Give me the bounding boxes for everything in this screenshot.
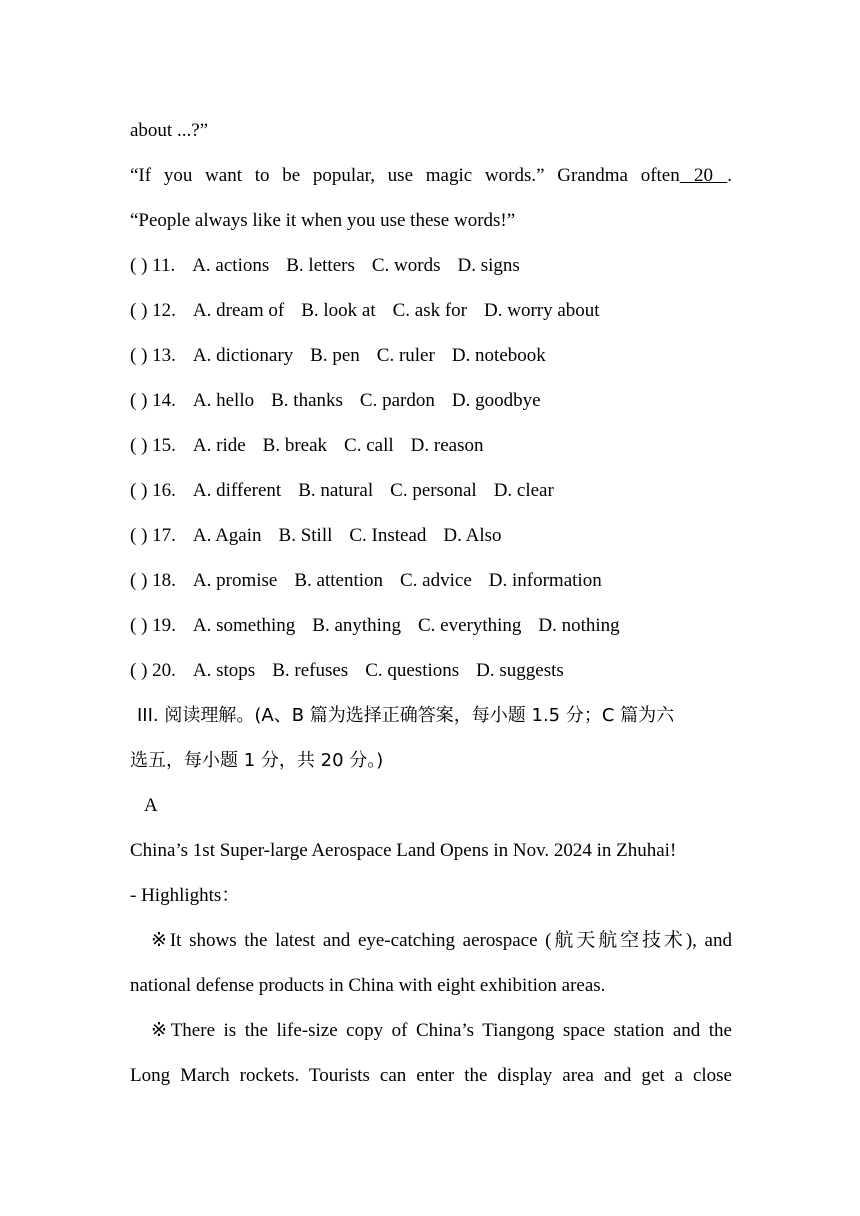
bullet-line: Long March rockets. Tourists can enter the display area and get a close bbox=[130, 1065, 732, 1086]
question-row bbox=[130, 513, 732, 558]
option-d: D. suggests bbox=[476, 660, 564, 681]
option-d: D. worry about bbox=[484, 300, 600, 321]
question-number: ( ) 19. bbox=[130, 615, 176, 636]
question-row bbox=[130, 243, 732, 288]
question-row bbox=[130, 333, 732, 378]
bullet-line: national defense products in China with eight exhibition areas. bbox=[130, 975, 606, 996]
option-c: C. personal bbox=[390, 480, 477, 501]
option-b: B. refuses bbox=[272, 660, 349, 681]
option-c: C. everything bbox=[417, 615, 522, 636]
question-number: ( ) 15. bbox=[130, 435, 176, 456]
passage-text: “If you want to be popular, use magic words.” Grandma often bbox=[130, 165, 680, 186]
part-label: A bbox=[144, 795, 158, 816]
question-row bbox=[130, 288, 732, 333]
option-a: A. something bbox=[192, 615, 296, 636]
option-d: D. notebook bbox=[451, 345, 546, 366]
option-a: A. actions bbox=[192, 255, 270, 276]
section-heading-text: 选五，每小题 1 分，共 20 分。) bbox=[130, 750, 384, 771]
option-a: A. ride bbox=[192, 435, 246, 456]
question-number: ( ) 20. bbox=[130, 660, 176, 681]
option-b: B. thanks bbox=[271, 390, 343, 411]
question-list bbox=[130, 243, 732, 693]
option-d: D. information bbox=[488, 570, 602, 591]
option-a: A. hello bbox=[192, 390, 255, 411]
question-row bbox=[130, 378, 732, 423]
option-b: B. letters bbox=[286, 255, 355, 276]
option-c: C. advice bbox=[400, 570, 472, 591]
question-number: ( ) 17. bbox=[130, 525, 176, 546]
option-d: D. clear bbox=[493, 480, 554, 501]
option-c: C. words bbox=[371, 255, 441, 276]
option-c: C. call bbox=[344, 435, 394, 456]
option-b: B. Still bbox=[278, 525, 333, 546]
option-d: D. Also bbox=[443, 525, 502, 546]
question-row bbox=[130, 648, 732, 693]
option-c: C. pardon bbox=[359, 390, 435, 411]
passage-line-with-blank bbox=[130, 153, 732, 198]
option-c: C. ruler bbox=[376, 345, 435, 366]
option-d: D. goodbye bbox=[451, 390, 541, 411]
question-row bbox=[130, 423, 732, 468]
option-d: D. signs bbox=[457, 255, 520, 276]
article-title: China’s 1st Super-large Aerospace Land Opens in Nov. 2024 in Zhuhai! bbox=[130, 840, 677, 861]
bullet-line: ※It shows the latest and eye-catching aerospace (航天航空技术), and bbox=[151, 930, 732, 951]
question-row bbox=[130, 468, 732, 513]
question-row bbox=[130, 603, 732, 648]
question-number: ( ) 13. bbox=[130, 345, 176, 366]
section-heading bbox=[130, 693, 732, 738]
section-heading-cont bbox=[130, 738, 732, 783]
option-d: D. nothing bbox=[538, 615, 620, 636]
document-page bbox=[130, 108, 732, 1098]
option-a: A. dictionary bbox=[192, 345, 294, 366]
question-number: ( ) 16. bbox=[130, 480, 176, 501]
bullet-line: ※There is the life-size copy of China’s Tiangong space station and the bbox=[151, 1020, 732, 1041]
question-number: ( ) 11. bbox=[130, 255, 176, 276]
option-b: B. break bbox=[262, 435, 328, 456]
passage-text: . bbox=[727, 165, 732, 186]
question-number: ( ) 14. bbox=[130, 390, 176, 411]
option-c: C. Instead bbox=[349, 525, 427, 546]
option-b: B. anything bbox=[312, 615, 401, 636]
answer-blank-20: 20 bbox=[679, 165, 728, 186]
passage-line: about ...?” bbox=[130, 120, 209, 141]
option-c: C. questions bbox=[365, 660, 460, 681]
option-b: B. attention bbox=[294, 570, 383, 591]
option-a: A. Again bbox=[192, 525, 262, 546]
option-a: A. different bbox=[192, 480, 282, 501]
option-a: A. stops bbox=[192, 660, 256, 681]
question-number: ( ) 18. bbox=[130, 570, 176, 591]
option-d: D. reason bbox=[410, 435, 484, 456]
option-a: A. dream of bbox=[192, 300, 285, 321]
option-b: B. natural bbox=[298, 480, 374, 501]
option-b: B. pen bbox=[310, 345, 360, 366]
highlights-label: - Highlights： bbox=[130, 885, 241, 906]
question-number: ( ) 12. bbox=[130, 300, 176, 321]
option-c: C. ask for bbox=[392, 300, 468, 321]
passage-line: “People always like it when you use these words!” bbox=[130, 210, 516, 231]
option-a: A. promise bbox=[192, 570, 278, 591]
question-row bbox=[130, 558, 732, 603]
option-b: B. look at bbox=[301, 300, 376, 321]
section-heading-text: III. 阅读理解。(A、B 篇为选择正确答案，每小题 1.5 分；C 篇为六 bbox=[137, 705, 675, 726]
